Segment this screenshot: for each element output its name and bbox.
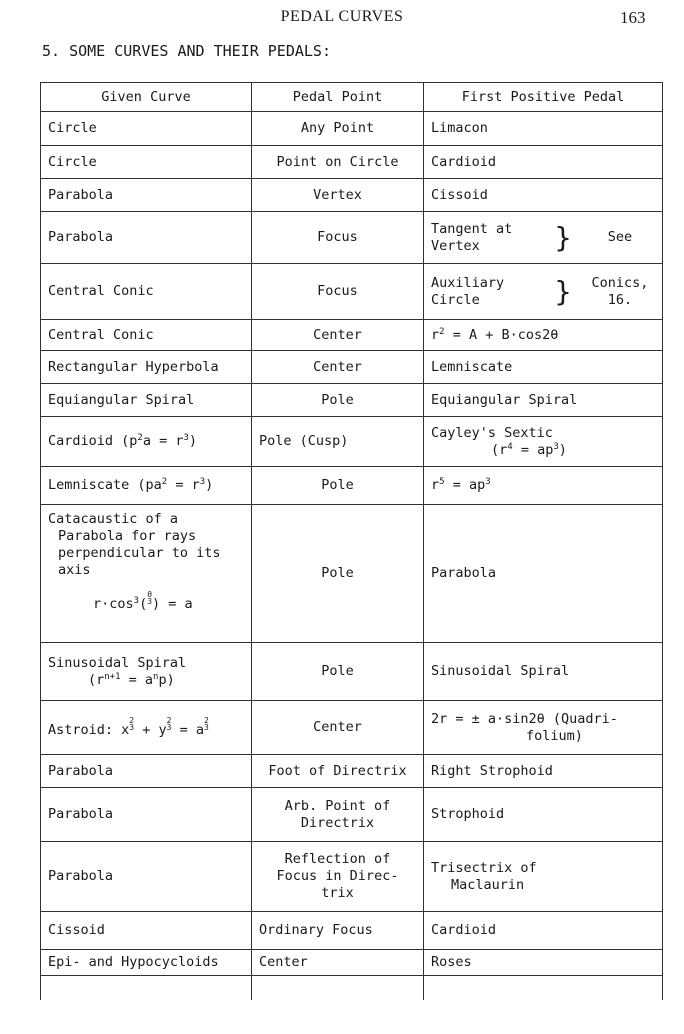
given-curve-cell: Catacaustic of a Parabola for rays perpendicular to its axis $r\cdot\cos^3(\theta$ 3) = a: [41, 505, 252, 643]
first-pedal-cell: Strophoid: [424, 788, 663, 842]
brace-icon: }: [554, 274, 572, 308]
table-row: [41, 788, 663, 842]
given-curve-cell: Lemniscate $(pa^2 = r^3)$: [41, 467, 252, 505]
table-row: [41, 320, 663, 351]
first-pedal-cell: [424, 264, 663, 320]
given-curve-cell: Equiangular Spiral: [41, 384, 252, 417]
table-row: [41, 384, 663, 417]
table-row: [41, 912, 663, 950]
page-number: 163: [620, 8, 646, 27]
table-row: [41, 146, 663, 179]
given-curve-cell: Circle: [41, 146, 252, 179]
first-pedal-cell: Cardioid: [424, 912, 663, 950]
pedal-point-cell: Focus: [252, 212, 424, 264]
given-curve-cell: Epi- and Hypocycloids: [41, 950, 252, 976]
pedal-point-cell: Pole: [252, 384, 424, 417]
first-pedal-cell: Lemniscate: [424, 351, 663, 384]
first-pedal-cell: Cissoid: [424, 179, 663, 212]
pedal-point-cell: Pole: [252, 643, 424, 701]
first-pedal-cell: 2r = ± a·sin2θ (Quadri- folium): [424, 701, 663, 755]
pedal-point-cell: Foot of Directrix: [252, 755, 424, 788]
pedal-point-cell: Arb. Point of Directrix: [252, 788, 424, 842]
first-pedal-cell: Parabola: [424, 505, 663, 643]
given-curve-cell: Parabola: [41, 755, 252, 788]
given-curve-cell: Parabola: [41, 842, 252, 912]
pedal-point-cell: Reflection of Focus in Direc- trix: [252, 842, 424, 912]
given-curve-cell: Cissoid: [41, 912, 252, 950]
pedal-point-cell: Pole: [252, 467, 424, 505]
table-tail-row: [41, 976, 663, 1001]
pedal-point-cell: Center: [252, 701, 424, 755]
first-pedal-text: Tangent at Vertex: [431, 220, 513, 254]
table-row: [41, 112, 663, 146]
polar-equation: $r^2 = A + B\cdot\cos 2\theta$: [431, 326, 559, 343]
pedal-point-cell: Pole: [252, 505, 424, 643]
page-title: PEDAL CURVES: [280, 8, 404, 25]
first-pedal-cell: Cayley's Sextic $(r^4 = ap^3)$: [424, 417, 663, 467]
table-row: [41, 643, 663, 701]
table-row: [41, 755, 663, 788]
pedal-point-cell: Center: [252, 950, 424, 976]
table-row: [41, 950, 663, 976]
first-pedal-cell: Equiangular Spiral: [424, 384, 663, 417]
table-row: [41, 179, 663, 212]
table-row: [41, 264, 663, 320]
first-pedal-text: Auxiliary Circle: [431, 274, 505, 308]
table-row: [41, 351, 663, 384]
pedal-point-cell: Ordinary Focus: [252, 912, 424, 950]
pedal-point-cell: Center: [252, 351, 424, 384]
given-curve-cell: Circle: [41, 112, 252, 146]
first-pedal-cell: $r^5 = ap^3$: [424, 467, 663, 505]
header-pedal-point: Pedal Point: [252, 83, 424, 112]
pedal-point-cell: Any Point: [252, 112, 424, 146]
table-header-row: [41, 83, 663, 112]
given-curve-cell: Central Conic: [41, 264, 252, 320]
pedal-point-cell: Pole (Cusp): [252, 417, 424, 467]
given-curve-cell: Central Conic: [41, 320, 252, 351]
pedal-curves-table: [40, 82, 663, 1000]
table-row: [41, 212, 663, 264]
pedal-point-cell: Center: [252, 320, 424, 351]
pedal-point-cell: Vertex: [252, 179, 424, 212]
pedal-point-cell: Point on Circle: [252, 146, 424, 179]
table-row: [41, 842, 663, 912]
given-curve-cell: Parabola: [41, 788, 252, 842]
header-given-curve: Given Curve: [41, 83, 252, 112]
section-title: 5. SOME CURVES AND THEIR PEDALS:: [42, 42, 331, 60]
first-pedal-cell: Roses: [424, 950, 663, 976]
first-pedal-cell: Cardioid: [424, 146, 663, 179]
first-pedal-cell: [424, 320, 663, 351]
given-curve-cell: Rectangular Hyperbola: [41, 351, 252, 384]
first-pedal-cell: [424, 212, 663, 264]
given-curve-cell: Astroid: x2 3 + y2 3 = a2 3: [41, 701, 252, 755]
brace-icon: }: [554, 220, 572, 254]
table-row: [41, 701, 663, 755]
see-note-part2: Conics, 16.: [591, 274, 649, 308]
given-curve-cell: Parabola: [41, 179, 252, 212]
table-row: [41, 417, 663, 467]
see-note-part1: See: [607, 229, 633, 245]
given-curve-cell: Sinusoidal Spiral $(r^{n+1} = a^np)$: [41, 643, 252, 701]
first-pedal-cell: Limacon: [424, 112, 663, 146]
table-row: [41, 505, 663, 643]
pedal-point-cell: Focus: [252, 264, 424, 320]
table-row: [41, 467, 663, 505]
first-pedal-cell: Right Strophoid: [424, 755, 663, 788]
first-pedal-cell: Trisectrix of Maclaurin: [424, 842, 663, 912]
given-curve-cell: Cardioid $(p^2a = r^3)$: [41, 417, 252, 467]
header-first-positive-pedal: First Positive Pedal: [424, 83, 663, 112]
first-pedal-cell: Sinusoidal Spiral: [424, 643, 663, 701]
given-curve-cell: Parabola: [41, 212, 252, 264]
